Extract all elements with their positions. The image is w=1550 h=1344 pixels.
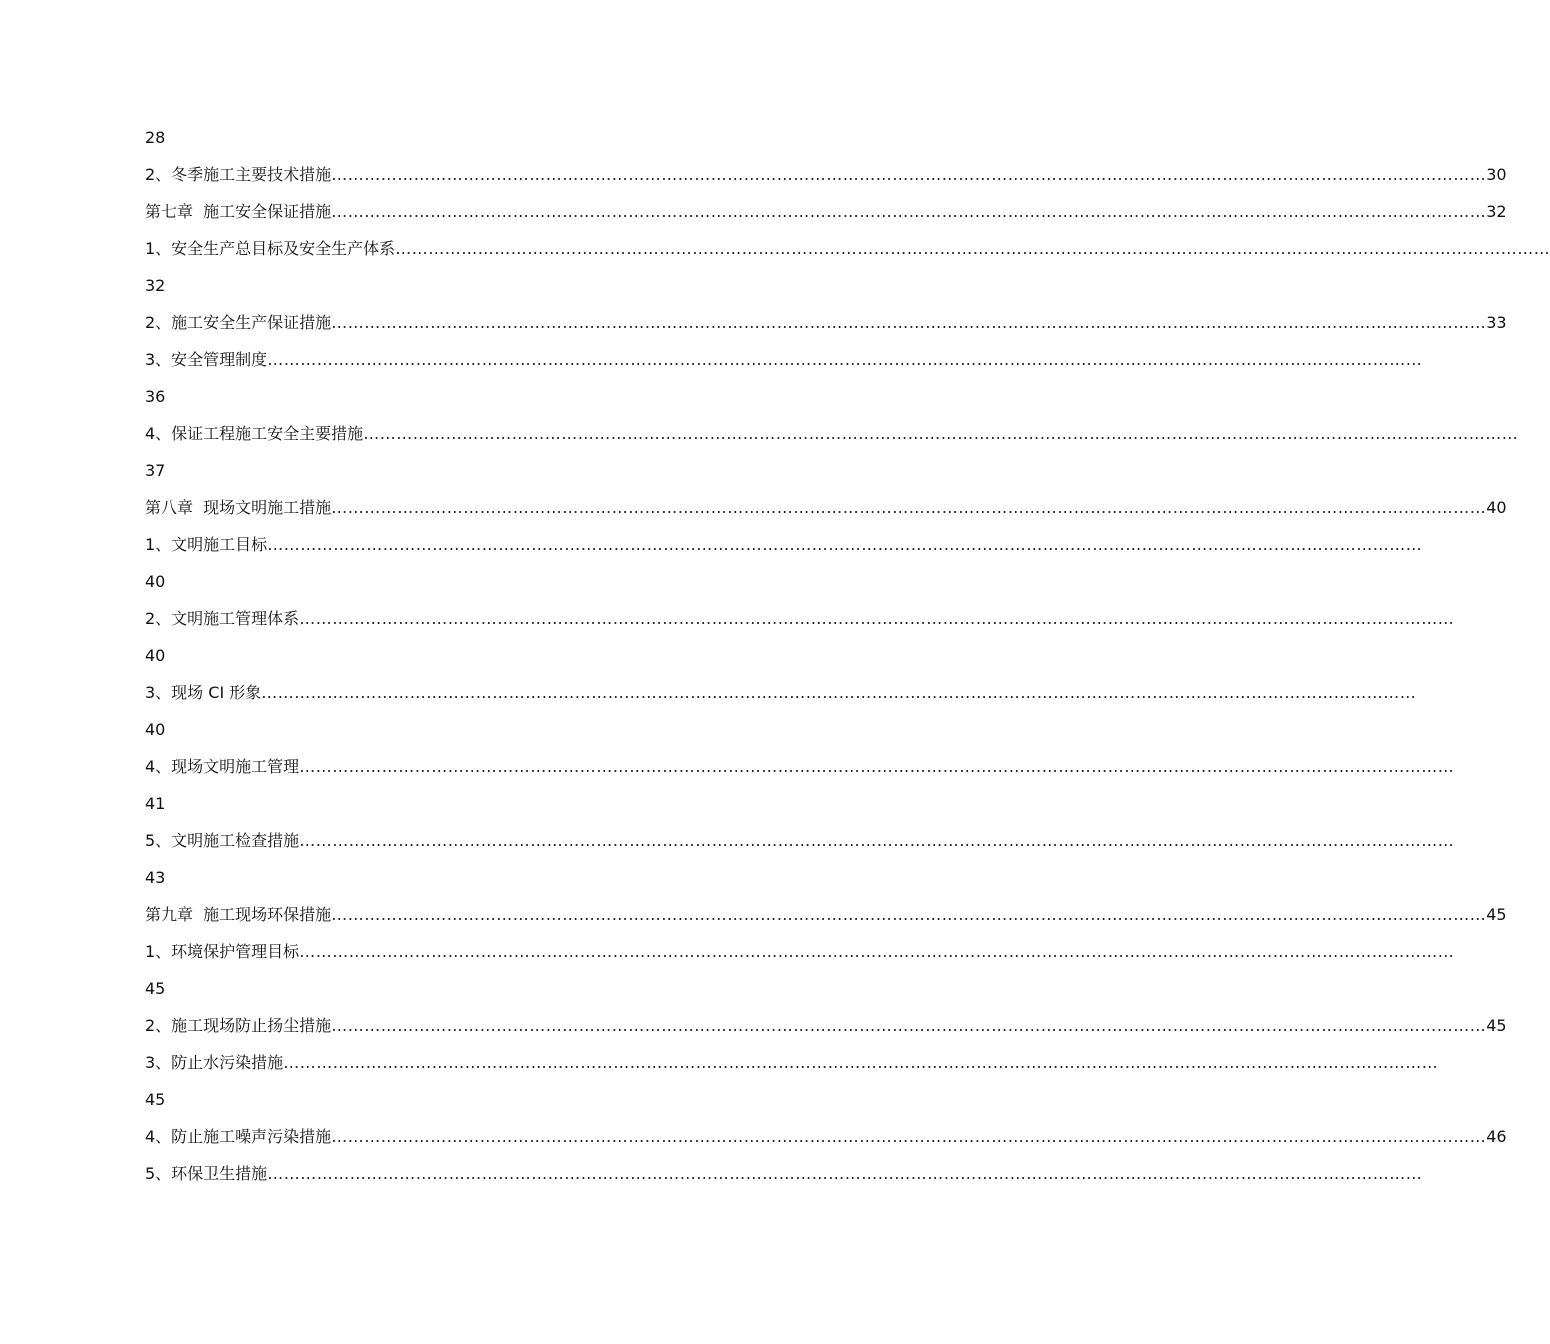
toc-entry-page-number: 30 xyxy=(1486,165,1507,184)
toc-entry-title: 2、文明施工管理体系 xyxy=(145,609,300,628)
toc-entry-title: 1、文明施工目标 xyxy=(145,535,268,554)
toc-entry-title: 2、冬季施工主要技术措施 xyxy=(145,165,332,184)
toc-entry[interactable] xyxy=(145,600,1455,637)
toc-entry-page-number: 45 xyxy=(1486,1016,1507,1035)
toc-entry-title: 第七章 施工安全保证措施 xyxy=(145,202,332,221)
toc-dot-leader: ………………………………………………………………………………………………………………………………………………………………………………………… xyxy=(395,239,1550,258)
toc-entry[interactable] xyxy=(145,341,1423,378)
toc-entry[interactable] xyxy=(145,156,1507,193)
toc-entry[interactable] xyxy=(145,230,1550,267)
toc-page-number: 40 xyxy=(145,720,166,739)
toc-entry[interactable] xyxy=(145,526,1423,563)
toc-page-number: 40 xyxy=(145,572,166,591)
toc-entry-title: 第九章 施工现场环保措施 xyxy=(145,905,332,924)
toc-dot-leader: ………………………………………………………………………………………………………………………………………………………………………………………… xyxy=(363,424,1519,443)
toc-entry-title: 5、文明施工检查措施 xyxy=(145,831,300,850)
toc-dot-leader: ………………………………………………………………………………………………………………………………………………………………………………………… xyxy=(267,1164,1423,1183)
toc-page-number: 45 xyxy=(145,979,166,998)
toc-dot-leader: ………………………………………………………………………………………………………………………………………………………………………………………… xyxy=(299,609,1455,628)
toc-entry[interactable] xyxy=(145,489,1507,526)
toc-page-number-line[interactable] xyxy=(145,711,805,748)
toc-entry-title: 第八章 现场文明施工措施 xyxy=(145,498,332,517)
toc-page-number: 40 xyxy=(145,646,166,665)
toc-page-number-line[interactable] xyxy=(145,637,805,674)
toc-page-number-line[interactable] xyxy=(145,267,805,304)
toc-page-number: 41 xyxy=(145,794,166,813)
toc-entry[interactable] xyxy=(145,822,1455,859)
toc-entry-title: 2、施工安全生产保证措施 xyxy=(145,313,332,332)
toc-entry[interactable] xyxy=(145,415,1519,452)
toc-entry[interactable] xyxy=(145,1044,1439,1081)
toc-entry-page-number: 32 xyxy=(1486,202,1507,221)
toc-entry-title: 4、保证工程施工安全主要措施 xyxy=(145,424,364,443)
toc-dot-leader: ………………………………………………………………………………………………………………………………………………………………………………………… xyxy=(331,313,1487,332)
toc-entry-title: 2、施工现场防止扬尘措施 xyxy=(145,1016,332,1035)
toc-page-number-line[interactable] xyxy=(145,119,805,156)
toc-dot-leader: ………………………………………………………………………………………………………………………………………………………………………………………… xyxy=(331,1127,1487,1146)
toc-dot-leader: ………………………………………………………………………………………………………………………………………………………………………………………… xyxy=(331,498,1487,517)
toc-page-number-line[interactable] xyxy=(145,378,805,415)
toc-entry-title: 4、现场文明施工管理 xyxy=(145,757,300,776)
toc-dot-leader: ………………………………………………………………………………………………………………………………………………………………………………………… xyxy=(331,905,1487,924)
toc-page-number-line[interactable] xyxy=(145,970,805,1007)
toc-page-number-line[interactable] xyxy=(145,452,805,489)
toc-entry-page-number: 45 xyxy=(1486,905,1507,924)
toc-entry-title: 1、安全生产总目标及安全生产体系 xyxy=(145,239,396,258)
toc-entry-page-number: 46 xyxy=(1486,1127,1507,1146)
toc-page-number: 32 xyxy=(145,276,166,295)
toc-entry-title: 3、安全管理制度 xyxy=(145,350,268,369)
toc-dot-leader: ………………………………………………………………………………………………………………………………………………………………………………………… xyxy=(299,942,1455,961)
toc-entry[interactable] xyxy=(145,1155,1423,1192)
toc-entry-title: 4、防止施工噪声污染措施 xyxy=(145,1127,332,1146)
toc-page-number: 43 xyxy=(145,868,166,887)
toc-entry-title: 3、防止水污染措施 xyxy=(145,1053,284,1072)
toc-page-number: 37 xyxy=(145,461,166,480)
table-of-contents xyxy=(145,119,1550,1192)
toc-dot-leader: ………………………………………………………………………………………………………………………………………………………………………………………… xyxy=(267,350,1423,369)
toc-page-number: 45 xyxy=(145,1090,166,1109)
toc-entry-title: 5、环保卫生措施 xyxy=(145,1164,268,1183)
toc-entry[interactable] xyxy=(145,1007,1507,1044)
toc-entry-page-number: 33 xyxy=(1486,313,1507,332)
toc-dot-leader: ………………………………………………………………………………………………………………………………………………………………………………………… xyxy=(299,831,1455,850)
toc-page-number-line[interactable] xyxy=(145,859,805,896)
toc-entry[interactable] xyxy=(145,304,1507,341)
toc-entry[interactable] xyxy=(145,674,1417,711)
toc-entry-title: 1、环境保护管理目标 xyxy=(145,942,300,961)
toc-entry[interactable] xyxy=(145,933,1455,970)
toc-entry-title: 3、现场 CI 形象 xyxy=(145,683,262,702)
toc-page-number: 28 xyxy=(145,128,166,147)
toc-page-number-line[interactable] xyxy=(145,785,805,822)
toc-page-number: 36 xyxy=(145,387,166,406)
toc-entry[interactable] xyxy=(145,896,1507,933)
toc-entry-page-number: 40 xyxy=(1486,498,1507,517)
toc-dot-leader: ………………………………………………………………………………………………………………………………………………………………………………………… xyxy=(261,683,1417,702)
toc-entry[interactable] xyxy=(145,1118,1507,1155)
toc-entry[interactable] xyxy=(145,748,1455,785)
toc-dot-leader: ………………………………………………………………………………………………………………………………………………………………………………………… xyxy=(331,165,1487,184)
toc-dot-leader: ………………………………………………………………………………………………………………………………………………………………………………………… xyxy=(331,202,1487,221)
toc-page-number-line[interactable] xyxy=(145,563,805,600)
toc-dot-leader: ………………………………………………………………………………………………………………………………………………………………………………………… xyxy=(299,757,1455,776)
toc-dot-leader: ………………………………………………………………………………………………………………………………………………………………………………………… xyxy=(331,1016,1487,1035)
toc-dot-leader: ………………………………………………………………………………………………………………………………………………………………………………………… xyxy=(267,535,1423,554)
toc-dot-leader: ………………………………………………………………………………………………………………………………………………………………………………………… xyxy=(283,1053,1439,1072)
toc-page-number-line[interactable] xyxy=(145,1081,805,1118)
toc-entry[interactable] xyxy=(145,193,1507,230)
